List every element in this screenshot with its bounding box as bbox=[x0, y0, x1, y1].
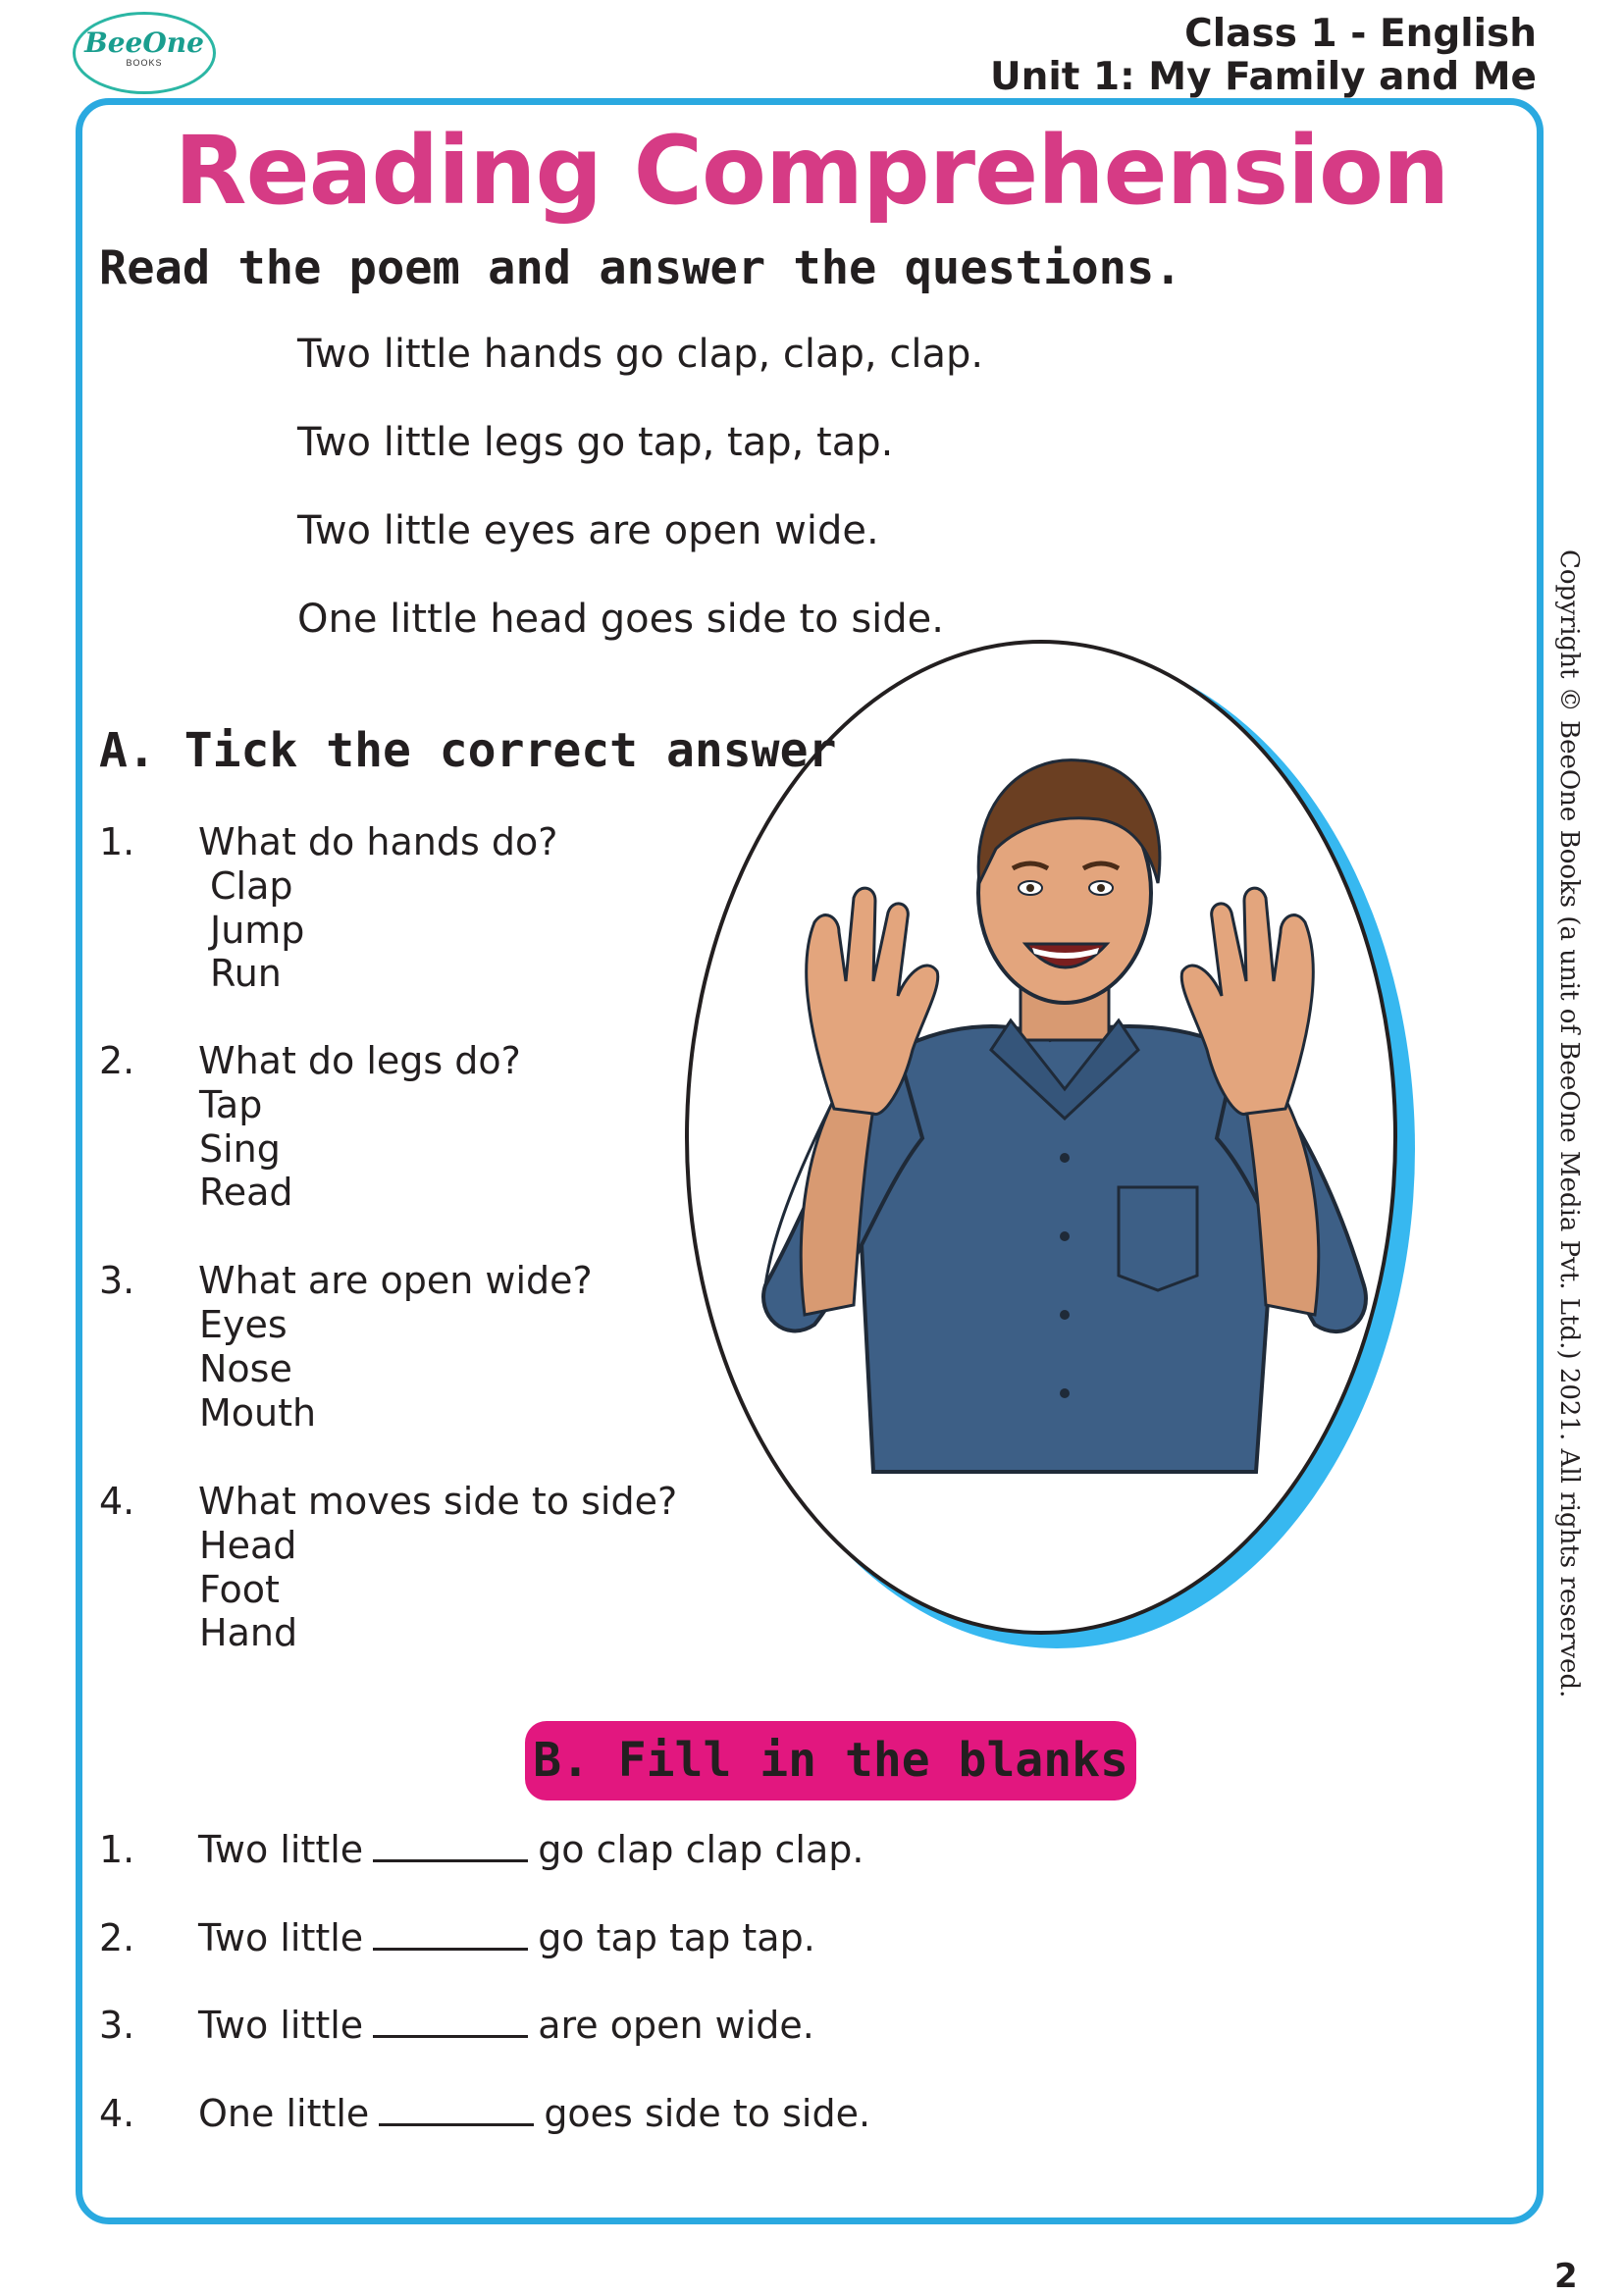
poem-line: Two little eyes are open wide. bbox=[297, 508, 879, 553]
fill-blank-item bbox=[198, 2092, 870, 2135]
blank-before: Two little bbox=[198, 1916, 364, 1959]
fill-blank-item bbox=[198, 1828, 864, 1871]
poem-line: Two little hands go clap, clap, clap. bbox=[297, 332, 984, 377]
page-title: Reading Comprehension bbox=[174, 116, 1449, 226]
question-number: 2. bbox=[99, 1039, 135, 1082]
option[interactable]: Hand bbox=[199, 1611, 298, 1654]
question-number: 1. bbox=[99, 820, 135, 863]
question-text: What do hands do? bbox=[198, 820, 558, 863]
logo-sub: BOOKS bbox=[126, 58, 163, 68]
blank-line[interactable] bbox=[373, 2006, 528, 2038]
blank-line[interactable] bbox=[373, 1830, 528, 1862]
option[interactable]: Clap bbox=[210, 864, 293, 908]
blank-number: 2. bbox=[99, 1916, 135, 1959]
blank-line[interactable] bbox=[373, 1918, 528, 1951]
logo-name: BeeOne bbox=[84, 26, 204, 59]
blank-number: 1. bbox=[99, 1828, 135, 1871]
instruction: Read the poem and answer the questions. bbox=[99, 241, 1182, 295]
question-text: What are open wide? bbox=[198, 1259, 593, 1302]
option[interactable]: Read bbox=[199, 1171, 293, 1214]
option[interactable]: Nose bbox=[199, 1347, 292, 1390]
option[interactable]: Jump bbox=[210, 909, 305, 952]
blank-line[interactable] bbox=[379, 2094, 534, 2126]
question-text: What moves side to side? bbox=[198, 1480, 678, 1523]
blank-number: 4. bbox=[99, 2092, 135, 2135]
logo bbox=[73, 12, 216, 94]
unit-label: Unit 1: My Family and Me bbox=[989, 55, 1537, 99]
section-b-heading: B. Fill in the blanks bbox=[525, 1721, 1136, 1800]
question-number: 3. bbox=[99, 1259, 135, 1302]
option[interactable]: Eyes bbox=[199, 1303, 288, 1346]
fill-blank-item bbox=[198, 1916, 815, 1959]
question-text: What do legs do? bbox=[198, 1039, 521, 1082]
blank-before: One little bbox=[198, 2092, 370, 2135]
poem-line: Two little legs go tap, tap, tap. bbox=[297, 420, 894, 465]
blank-after: goes side to side. bbox=[544, 2092, 871, 2135]
blank-number: 3. bbox=[99, 2004, 135, 2047]
option[interactable]: Foot bbox=[199, 1568, 280, 1611]
blank-after: go clap clap clap. bbox=[538, 1828, 864, 1871]
option[interactable]: Head bbox=[199, 1524, 297, 1567]
page-number: 2 bbox=[1554, 2257, 1578, 2296]
option[interactable]: Run bbox=[210, 952, 282, 995]
blank-before: Two little bbox=[198, 1828, 364, 1871]
clapping-man-illustration bbox=[726, 726, 1413, 1482]
section-a-heading: A. Tick the correct answer bbox=[99, 723, 837, 778]
copyright-notice: Copyright © BeeOne Books (a unit of BeeOne Media Pvt. Ltd.) 2021. All rights reserved. bbox=[1554, 549, 1584, 1698]
class-label: Class 1 - English bbox=[1184, 12, 1537, 56]
option[interactable]: Tap bbox=[199, 1083, 263, 1126]
blank-before: Two little bbox=[198, 2004, 364, 2047]
option[interactable]: Mouth bbox=[199, 1391, 317, 1435]
option[interactable]: Sing bbox=[199, 1127, 281, 1171]
blank-after: are open wide. bbox=[538, 2004, 814, 2047]
blank-after: go tap tap tap. bbox=[538, 1916, 815, 1959]
poem-line: One little head goes side to side. bbox=[297, 597, 945, 642]
question-number: 4. bbox=[99, 1480, 135, 1523]
fill-blank-item bbox=[198, 2004, 814, 2047]
